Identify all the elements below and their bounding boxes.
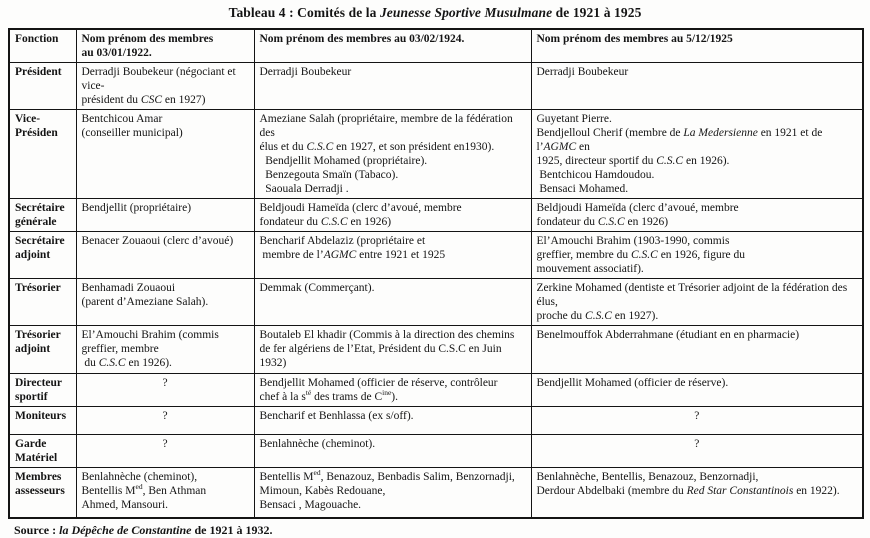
table-row [9, 63, 863, 110]
row-label: Secrétaire générale [9, 199, 76, 232]
table-cell: Benlahnèche (cheminot), Bentellis $M^{ed}$, Ben Athman Ahmed, Mansouri. [76, 468, 254, 518]
table-row [9, 435, 863, 468]
row-label: Secrétaire adjoint [9, 232, 76, 279]
row-label: Trésorier adjoint [9, 326, 76, 374]
table-cell: Derradji Boubekeur [531, 63, 863, 110]
table-row [9, 199, 863, 232]
table-cell: Bencharif Abdelaziz (propriétaire et membre de l’AGMC entre 1921 et 1925 [254, 232, 531, 279]
table-cell: Ameziane Salah (propriétaire, membre de la fédération des élus et du C.S.C en 1927, et son président en1930). Bendjellit Mohamed (propriétaire). Benzegouta Smaïn (Tabaco). Saouala Derradji . [254, 110, 531, 199]
row-label: Président [9, 63, 76, 110]
table-cell: Benlahnèche (cheminot). [254, 435, 531, 468]
table-cell: ? [531, 407, 863, 435]
table-cell: Guyetant Pierre. Bendjelloul Cherif (membre de La Medersienne en 1921 et de l’AGMC en 1925, directeur sportif du C.S.C en 1926). Bentchicou Hamdoudou. Bensaci Mohamed. [531, 110, 863, 199]
table-row [9, 407, 863, 435]
column-header-1925: Nom prénom des membres au 5/12/1925 [531, 29, 863, 63]
table-cell: Benacer Zouaoui (clerc d’avoué) [76, 232, 254, 279]
table-cell: Bendjellit (propriétaire) [76, 199, 254, 232]
table-row [9, 110, 863, 199]
table-cell: Bentellis $M^{ed}$, Benazouz, Benbadis Salim, Benzornadji, Mimoun, Kabès Redouane, Bensaci , Magouache. [254, 468, 531, 518]
table-cell: ? [76, 374, 254, 407]
table-cell: Zerkine Mohamed (dentiste et Trésorier adjoint de la fédération des élus, proche du C.S.C en 1927). [531, 279, 863, 326]
table-cell: Derradji Boubekeur [254, 63, 531, 110]
table-cell: Benhamadi Zouaoui (parent d’Ameziane Salah). [76, 279, 254, 326]
table-row [9, 326, 863, 374]
row-label: Membres assesseurs [9, 468, 76, 518]
table-cell: ? [76, 407, 254, 435]
table-cell: Boutaleb El khadir (Commis à la direction des chemins de fer algériens de l’Etat, Président du C.S.C en Juin 1932) [254, 326, 531, 374]
table-row [9, 374, 863, 407]
committee-table [8, 28, 864, 519]
table-cell: Benlahnèche, Bentellis, Benazouz, Benzornadji, Derdour Abdelbaki (membre du Red Star Constantinois en 1922). [531, 468, 863, 518]
table-cell: Beldjoudi Hameïda (clerc d’avoué, membre fondateur du C.S.C en 1926) [254, 199, 531, 232]
table-cell: Bencharif et Benhlassa (ex s/off). [254, 407, 531, 435]
row-label: Directeur sportif [9, 374, 76, 407]
column-header-fonction: Fonction [9, 29, 76, 63]
table-row [9, 468, 863, 518]
table-cell: ? [531, 435, 863, 468]
table-cell: ? [76, 435, 254, 468]
table-cell: Derradji Boubekeur (négociant et vice- président du CSC en 1927) [76, 63, 254, 110]
row-label: Moniteurs [9, 407, 76, 435]
table-cell: El’Amouchi Brahim (1903-1990, commis greffier, membre du C.S.C en 1926, figure du mouvement associatif). [531, 232, 863, 279]
column-header-1922: Nom prénom des membres au 03/01/1922. [76, 29, 254, 63]
source-citation: Source : la Dépêche de Constantine de 1921 à 1932. [14, 522, 273, 537]
table-row [9, 232, 863, 279]
column-header-1924: Nom prénom des membres au 03/02/1924. [254, 29, 531, 63]
table-row [9, 279, 863, 326]
row-label: Trésorier [9, 279, 76, 326]
table-cell: Demmak (Commerçant). [254, 279, 531, 326]
table-cell: Beldjoudi Hameïda (clerc d’avoué, membre fondateur du C.S.C en 1926) [531, 199, 863, 232]
table-cell: El’Amouchi Brahim (commis greffier, membre du C.S.C en 1926). [76, 326, 254, 374]
row-label: Vice-Présiden [9, 110, 76, 199]
table-cell: Benelmouffok Abderrahmane (étudiant en en pharmacie) [531, 326, 863, 374]
table-cell: Bendjellit Mohamed (officier de réserve, contrôleur chef à la $s^{té}$ des trams de $C^{ine}$). [254, 374, 531, 407]
table-cell: Bendjellit Mohamed (officier de réserve). [531, 374, 863, 407]
table-cell: Bentchicou Amar (conseiller municipal) [76, 110, 254, 199]
row-label: Garde Matériel [9, 435, 76, 468]
table-header-row [9, 29, 863, 63]
page-title: Tableau 4 : Comités de la Jeunesse Sportive Musulmane de 1921 à 1925 [228, 5, 642, 20]
